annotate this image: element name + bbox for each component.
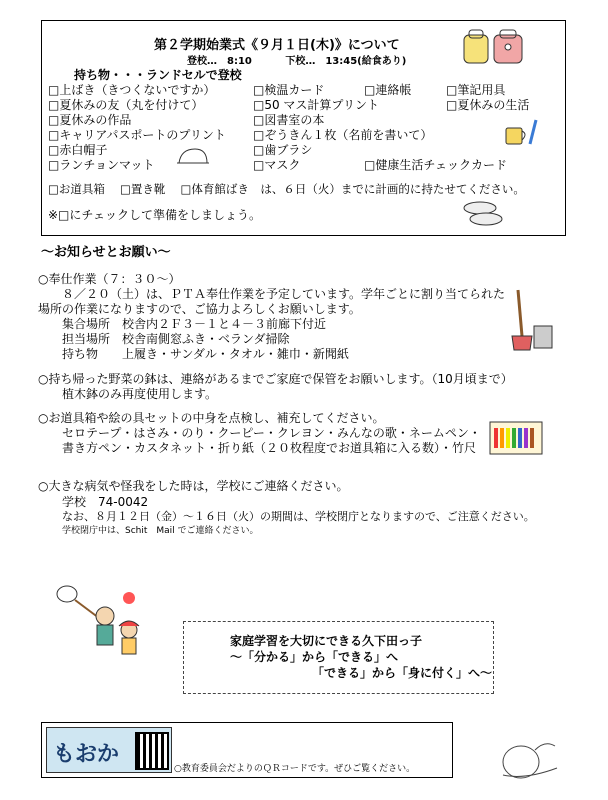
children-bug-catching-illustration [55, 580, 155, 665]
tools-line: セロテープ・はさみ・のり・クーピー・クレヨン・みんなの歌・ネームペン・ [62, 426, 481, 440]
checklist-item: □赤白帽子 [48, 143, 108, 157]
service-line: 持ち物 上履き・サンダル・タオル・雑巾・新聞紙 [62, 347, 349, 361]
school-phone: 学校 74-0042 [62, 495, 149, 509]
checklist-item: □連絡帳 [364, 83, 412, 97]
service-line: 集合場所 校舎内２Ｆ３－１と４－３前廊下付近 [62, 317, 327, 331]
checklist-item: □夏休みの友（丸を付けて） [48, 98, 204, 112]
tools-line: 書き方ペン・カスタネット・折り紙（２０枚程度でお道具箱に入る数）・竹尺 [62, 441, 477, 455]
closure-note: なお、８月１２日（金）～１６日（火）の期間は、学校閉庁となりますので、ご注意ください。 [62, 510, 535, 523]
checklist-item: □50 マス計算プリント [253, 98, 379, 112]
vegetables-line: ○持ち帰った野菜の鉢は、連絡があるまでご家庭で保管をお願いします。（10月頃まで） [38, 372, 513, 386]
motto-line: 家庭学習を大切にできる久下田っ子 [230, 634, 423, 648]
motto-box [183, 621, 494, 694]
shoes-icon [460, 198, 506, 228]
motto-line: ～「分かる」から「できる」へ [230, 650, 399, 664]
cup-toothbrush-icon [502, 118, 542, 148]
extra-items: □お道具箱 □置き靴 □体育館ばき は、６日（火）までに計画的に持たせてください。 [48, 182, 525, 196]
school-times: 登校… 8:10 下校… 13:45(給食あり) [187, 56, 407, 67]
qr-note: ○教育委員会だよりのＱＲコードです。ぜひご覧ください。 [174, 764, 416, 774]
checklist-item: □歯ブラシ [253, 143, 313, 157]
checklist-item: □ランチョンマット [48, 158, 155, 172]
checklist-item: □夏休みの生活 [446, 98, 530, 112]
illness-title: ○大きな病気や怪我をした時は，学校にご連絡ください。 [38, 479, 349, 493]
checklist-item: □キャリアパスポートのプリント [48, 128, 226, 142]
crayon-set-icon [488, 418, 544, 458]
notice-heading: ～お知らせとお願い～ [41, 245, 171, 260]
checklist-item: □検温カード [253, 83, 325, 97]
mail-note: 学校閉庁中は、Schit Mail でご連絡ください。 [62, 526, 259, 536]
checklist-item: □マスク [253, 158, 301, 172]
service-line: 場所の作業になりますので、ご協力よろしくお願いします。 [38, 302, 361, 316]
checklist-item: □健康生活チェックカード [364, 158, 507, 172]
items-heading: 持ち物・・・ランドセルで登校 [74, 68, 242, 82]
vegetables-line: 植木鉢のみ再度使用します。 [62, 387, 218, 401]
checklist-item: □筆記用具 [446, 83, 506, 97]
checklist-item: □図書室の本 [253, 113, 325, 127]
backpack-icon [460, 27, 530, 67]
tools-line: ○お道具箱や絵の具セットの中身を点検し、補充してください。 [38, 411, 385, 425]
broom-bucket-icon [508, 286, 556, 358]
motto-line: 「できる」から「身に付く」へ～ [312, 666, 493, 680]
service-line: 担当場所 校舎南側窓ふき・ベランダ掃除 [62, 332, 290, 346]
checklist-item: □夏休みの作品 [48, 113, 132, 127]
moka-logo-banner [46, 727, 172, 773]
qr-code-icon [135, 732, 169, 770]
cap-icon [175, 145, 211, 169]
check-note: ※□にチェックして準備をしましょう。 [48, 208, 262, 222]
seedling-icon [495, 730, 565, 785]
moka-logo-text: もおか [53, 742, 120, 767]
checklist-item: □ぞうきん１枚（名前を書いて） [253, 128, 433, 142]
checklist-item: □上ばき（きつくないですか） [48, 83, 216, 97]
service-line: ８／２０（土）は、ＰＴＡ奉仕作業を予定しています。学年ごとに割り当てられた [62, 287, 506, 301]
service-title: ○奉仕作業（７：３０～） [38, 272, 181, 286]
page-title: 第２学期始業式《９月１日(木)》について [154, 38, 400, 53]
